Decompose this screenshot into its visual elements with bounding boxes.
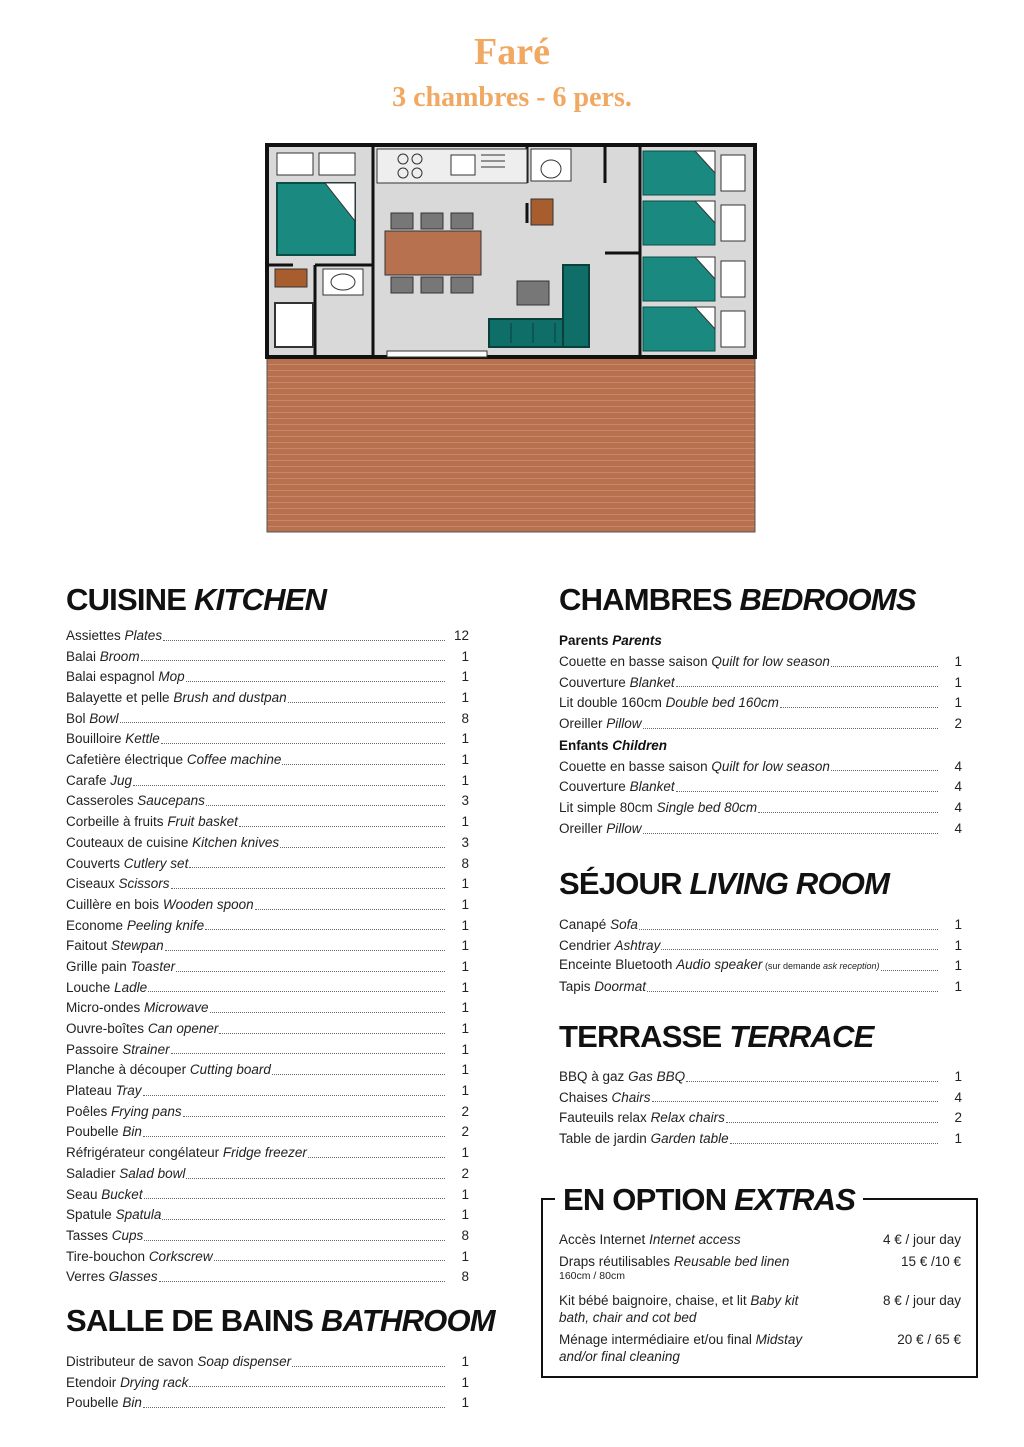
living-title: SÉJOUR LIVING ROOM	[559, 866, 890, 901]
item-quantity: 1	[461, 1207, 469, 1223]
leader-dots	[205, 929, 445, 930]
leader-dots	[214, 1260, 445, 1261]
list-item: Seau Bucket 1	[66, 1185, 469, 1206]
bedrooms-list	[559, 630, 962, 840]
leader-dots	[239, 826, 445, 827]
leader-dots	[148, 991, 445, 992]
leader-dots	[643, 833, 938, 834]
item-quantity: 8	[461, 1227, 469, 1243]
item-quantity: 1	[954, 958, 962, 974]
list-item: Ouvre-boîtes Can opener 1	[66, 1019, 469, 1040]
list-item: Saladier Salad bowl 2	[66, 1164, 469, 1185]
leader-dots	[831, 770, 938, 771]
terrace-list	[559, 1067, 962, 1150]
item-quantity: 4	[954, 758, 962, 774]
item-quantity: 1	[461, 1083, 469, 1099]
list-item: Casseroles Saucepans 3	[66, 792, 469, 813]
item-quantity: 4	[954, 820, 962, 836]
list-item: Balai espagnol Mop 1	[66, 667, 469, 688]
parents-subhead: Parents Parents	[559, 633, 662, 648]
list-item: Plateau Tray 1	[66, 1081, 469, 1102]
extra-price: 20 € / 65 €	[897, 1332, 961, 1347]
item-quantity: 2	[461, 1124, 469, 1140]
dining-table	[385, 213, 481, 293]
leader-dots	[255, 909, 445, 910]
living-list	[559, 915, 962, 998]
item-quantity: 1	[954, 937, 962, 953]
leader-dots	[162, 1219, 445, 1220]
item-quantity: 1	[461, 1353, 469, 1369]
list-item: Table de jardin Garden table 1	[559, 1129, 962, 1150]
list-item: Cendrier Ashtray 1	[559, 936, 962, 957]
item-quantity: 8	[461, 710, 469, 726]
leader-dots	[141, 660, 445, 661]
leader-dots	[881, 970, 938, 971]
list-item: Assiettes Plates 12	[66, 626, 469, 647]
list-item: Couverture Blanket 1	[559, 673, 962, 694]
leader-dots	[163, 640, 445, 641]
item-quantity: 1	[461, 896, 469, 912]
list-item: Oreiller Pillow 4	[559, 819, 962, 840]
extra-price: 15 € /10 €	[900, 1254, 961, 1269]
leader-dots	[780, 707, 938, 708]
list-item: Poubelle Bin 2	[66, 1123, 469, 1144]
item-quantity: 1	[461, 1374, 469, 1390]
item-quantity: 1	[461, 917, 469, 933]
list-item: Couverture Blanket 4	[559, 777, 962, 798]
leader-dots	[308, 1157, 445, 1158]
item-quantity: 1	[461, 1248, 469, 1264]
list-item: Cafetière électrique Coffee machine 1	[66, 750, 469, 771]
leader-dots	[183, 1116, 445, 1117]
item-quantity: 1	[461, 938, 469, 954]
floor-plan-illustration	[265, 143, 757, 534]
leader-dots	[288, 702, 445, 703]
item-quantity: 1	[461, 1145, 469, 1161]
item-quantity: 1	[461, 690, 469, 706]
item-quantity: 3	[461, 834, 469, 850]
item-quantity: 3	[461, 793, 469, 809]
list-item: Etendoir Drying rack 1	[66, 1373, 469, 1394]
list-item: Bouilloire Kettle 1	[66, 729, 469, 750]
item-quantity: 2	[954, 716, 962, 732]
item-quantity: 1	[461, 752, 469, 768]
list-item: Bol Bowl 8	[66, 709, 469, 730]
list-item: Réfrigérateur congélateur Fridge freezer 1	[66, 1143, 469, 1164]
page-title: Faré	[474, 31, 550, 73]
leader-dots	[144, 1198, 445, 1199]
list-item: Micro-ondes Microwave 1	[66, 998, 469, 1019]
list-item: Ciseaux Scissors 1	[66, 874, 469, 895]
leader-dots	[171, 1053, 445, 1054]
list-item: Couette en basse saison Quilt for low season 1	[559, 652, 962, 673]
leader-dots	[280, 847, 445, 848]
list-item: Tire-bouchon Corkscrew 1	[66, 1247, 469, 1268]
extra-price: 8 € / jour day	[882, 1293, 961, 1308]
item-quantity: 1	[954, 653, 962, 669]
list-item: Oreiller Pillow 2	[559, 714, 962, 735]
list-item: Couverts Cutlery set 8	[66, 854, 469, 875]
leader-dots	[186, 681, 445, 682]
leader-dots	[726, 1122, 938, 1123]
item-quantity: 1	[461, 669, 469, 685]
leader-dots	[206, 805, 445, 806]
item-quantity: 1	[461, 1395, 469, 1411]
list-item: Spatule Spatula 1	[66, 1205, 469, 1226]
extra-price: 4 € / jour day	[882, 1232, 961, 1247]
item-quantity: 2	[461, 1103, 469, 1119]
list-item: Distributeur de savon Soap dispenser 1	[66, 1352, 469, 1373]
leader-dots	[210, 1012, 445, 1013]
item-quantity: 1	[461, 731, 469, 747]
leader-dots	[676, 686, 938, 687]
leader-dots	[639, 929, 938, 930]
item-quantity: 1	[461, 814, 469, 830]
leader-dots	[686, 1081, 938, 1082]
item-quantity: 1	[954, 1068, 962, 1084]
list-item: Grille pain Toaster 1	[66, 957, 469, 978]
item-quantity: 1	[461, 648, 469, 664]
item-quantity: 4	[954, 800, 962, 816]
list-item: Enceinte Bluetooth Audio speaker (sur demande ask reception) 1	[559, 956, 962, 977]
list-item: Couette en basse saison Quilt for low season 4	[559, 757, 962, 778]
page-subtitle: 3 chambres - 6 pers.	[392, 82, 632, 113]
leader-dots	[176, 971, 445, 972]
leader-dots	[219, 1033, 445, 1034]
item-quantity: 4	[954, 1089, 962, 1105]
item-quantity: 1	[461, 1041, 469, 1057]
children-subhead: Enfants Children	[559, 737, 668, 753]
item-quantity: 2	[461, 1165, 469, 1181]
list-item: Canapé Sofa 1	[559, 915, 962, 936]
list-item: BBQ à gaz Gas BBQ 1	[559, 1067, 962, 1088]
extra-item: Draps réutilisables Reusable bed linen 160cm / 80cm 15 € /10 €	[559, 1254, 961, 1282]
leader-dots	[730, 1143, 938, 1144]
extra-item: Kit bébé baignoire, chaise, et lit Baby kit bath, chair and cot bed 8 € / jour day	[559, 1293, 961, 1325]
item-quantity: 1	[954, 695, 962, 711]
item-quantity: 2	[954, 1110, 962, 1126]
list-item: Balayette et pelle Brush and dustpan 1	[66, 688, 469, 709]
bathroom-title: SALLE DE BAINS BATHROOM	[66, 1303, 495, 1338]
list-item: Corbeille à fruits Fruit basket 1	[66, 812, 469, 833]
kitchen-title: CUISINE KITCHEN	[66, 582, 327, 617]
kitchen-list	[66, 626, 469, 1288]
leader-dots	[647, 991, 938, 992]
list-item: Faitout Stewpan 1	[66, 936, 469, 957]
leader-dots	[186, 1178, 445, 1179]
item-quantity: 4	[954, 779, 962, 795]
leader-dots	[159, 1281, 445, 1282]
leader-dots	[676, 791, 938, 792]
terrace-deck	[267, 357, 755, 532]
leader-dots	[120, 722, 445, 723]
extra-item: Accès Internet Internet access 4 € / jour day	[559, 1232, 961, 1247]
bedrooms-title: CHAMBRES BEDROOMS	[559, 582, 916, 617]
item-quantity: 1	[461, 772, 469, 788]
extra-item: Ménage intermédiaire et/ou final Midstay and/or final cleaning 20 € / 65 €	[559, 1332, 961, 1364]
leader-dots	[272, 1074, 445, 1075]
list-item: Lit double 160cm Double bed 160cm 1	[559, 693, 962, 714]
leader-dots	[144, 1240, 445, 1241]
leader-dots	[165, 950, 445, 951]
leader-dots	[161, 743, 445, 744]
item-quantity: 8	[461, 855, 469, 871]
leader-dots	[143, 1136, 445, 1137]
item-quantity: 1	[954, 916, 962, 932]
item-quantity: 1	[461, 958, 469, 974]
list-item: Verres Glasses 8	[66, 1267, 469, 1288]
item-quantity: 8	[461, 1269, 469, 1285]
item-quantity: 1	[461, 1021, 469, 1037]
list-item: Econome Peeling knife 1	[66, 916, 469, 937]
list-item: Couteaux de cuisine Kitchen knives 3	[66, 833, 469, 854]
list-item: Cuillère en bois Wooden spoon 1	[66, 895, 469, 916]
leader-dots	[143, 1407, 445, 1408]
leader-dots	[831, 666, 938, 667]
leader-dots	[171, 888, 445, 889]
item-quantity: 1	[461, 1062, 469, 1078]
leader-dots	[292, 1366, 445, 1367]
kitchen-counter	[377, 149, 527, 183]
bathroom-list	[66, 1352, 469, 1414]
leader-dots	[282, 764, 445, 765]
list-item: Lit simple 80cm Single bed 80cm 4	[559, 798, 962, 819]
item-quantity: 1	[954, 979, 962, 995]
leader-dots	[143, 1095, 445, 1096]
leader-dots	[133, 785, 445, 786]
item-quantity: 1	[461, 876, 469, 892]
item-quantity: 1	[954, 1131, 962, 1147]
extras-title: EN OPTION EXTRAS	[555, 1182, 863, 1218]
leader-dots	[661, 949, 938, 950]
item-quantity: 12	[453, 627, 469, 643]
item-quantity: 1	[954, 674, 962, 690]
list-item: Poubelle Bin 1	[66, 1393, 469, 1414]
list-item: Chaises Chairs 4	[559, 1088, 962, 1109]
item-quantity: 1	[461, 1000, 469, 1016]
leader-dots	[189, 1386, 445, 1387]
leader-dots	[189, 867, 445, 868]
leader-dots	[652, 1101, 938, 1102]
list-item: Balai Broom 1	[66, 647, 469, 668]
list-item: Louche Ladle 1	[66, 978, 469, 999]
list-item: Passoire Strainer 1	[66, 1040, 469, 1061]
list-item: Tasses Cups 8	[66, 1226, 469, 1247]
list-item: Tapis Doormat 1	[559, 977, 962, 998]
item-quantity: 1	[461, 1186, 469, 1202]
list-item: Planche à découper Cutting board 1	[66, 1060, 469, 1081]
item-quantity: 1	[461, 979, 469, 995]
terrace-title: TERRASSE TERRACE	[559, 1019, 874, 1054]
list-item: Fauteuils relax Relax chairs 2	[559, 1108, 962, 1129]
list-item: Carafe Jug 1	[66, 771, 469, 792]
leader-dots	[758, 812, 938, 813]
leader-dots	[643, 728, 938, 729]
list-item: Poêles Frying pans 2	[66, 1102, 469, 1123]
